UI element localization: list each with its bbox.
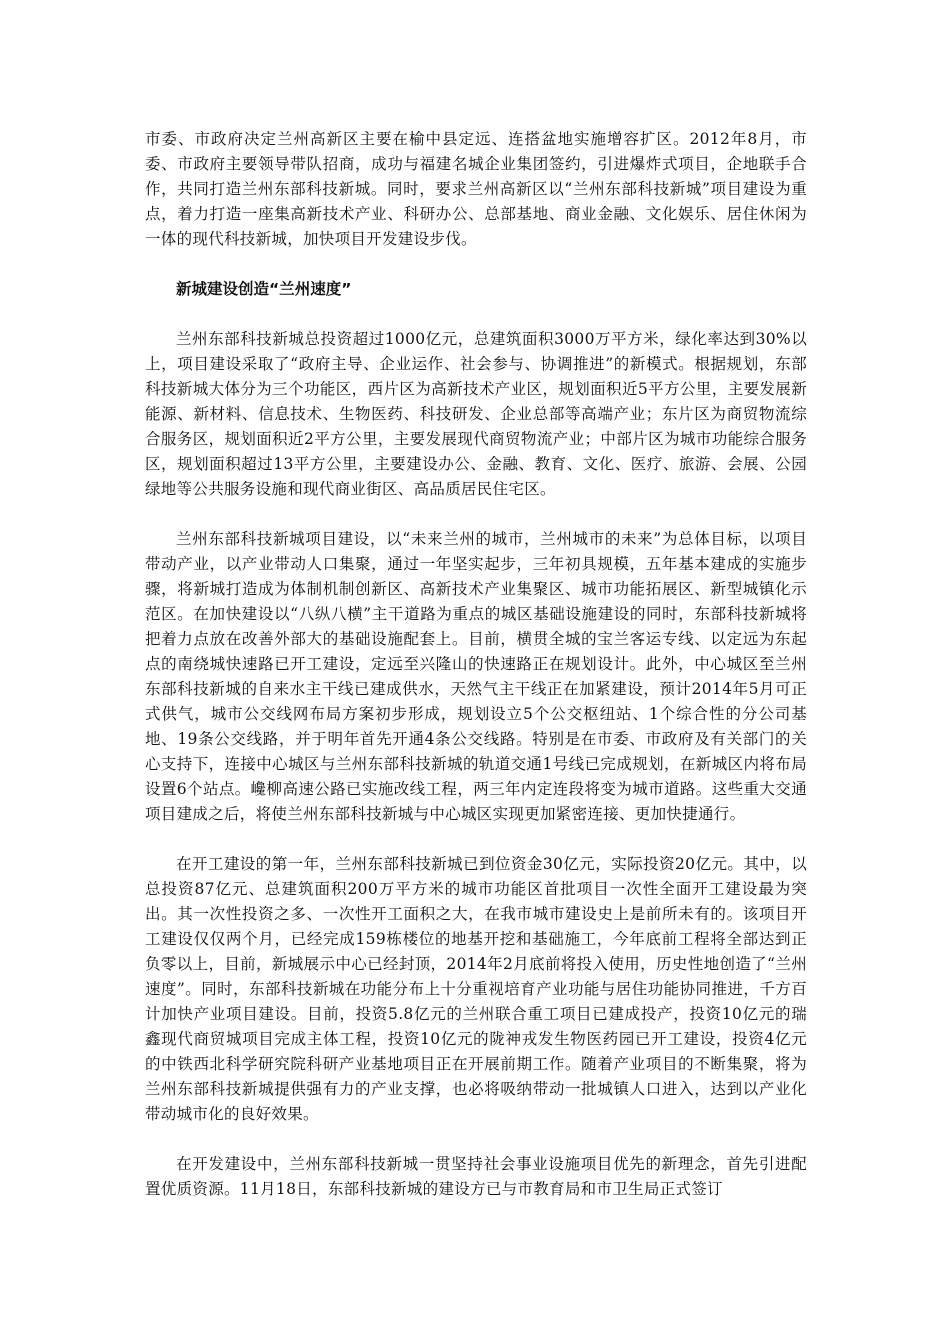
spacer	[145, 502, 807, 527]
spacer	[145, 302, 807, 327]
spacer	[145, 827, 807, 852]
spacer	[145, 1127, 807, 1152]
paragraph-social-facilities: 在开发建设中，兰州东部科技新城一贯坚持社会事业设施项目优先的新理念，首先引进配置优质资源。11月18日，东部科技新城的建设方已与市教育局和市卫生局正式签订	[145, 1155, 807, 1198]
section-heading: 新城建设创造“兰州速度”	[176, 280, 352, 298]
spacer	[145, 252, 807, 277]
paragraph-infrastructure: 兰州东部科技新城项目建设，以“未来兰州的城市，兰州城市的未来”为总体目标，以项目带动产业，以产业带动人口集聚，通过一年坚实起步，三年初具规模，五年基本建成的实施步骤，将新城打造成为体制机制创新区、高新技术产业集聚区、城市功能拓展区、新型城镇化示范区。在加快建设以“八纵八横”主干道路为重点的城区基础设施建设的同时，东部科技新城将把着力点放在改善外部大的基础设施配套上。目前，横贯全城的宝兰客运专线、以定远为东起点的南绕城快速路已开工建设，定远至兴隆山的快速路正在规划设计。此外，中心城区至兰州东部科技新城的自来水主干线已建成供水，天然气主干线正在加紧建设，预计2014年5月可正式供气，城市公交线网布局方案初步形成，规划设立5个公交枢纽站、1个综合性的分公司基地、19条公交线路，并于明年首先开通4条公交线路。特别是在市委、市政府及有关部门的关心支持下，连接中心城区与兰州东部科技新城的轨道交通1号线已完成规划，在新城区内将布局设置6个站点。巉柳高速公路已实施改线工程，两三年内定连段将变为城市道路。这些重大交通项目建成之后，将使兰州东部科技新城与中心城区实现更加紧密连接、更加快捷通行。	[145, 530, 807, 823]
paragraph-investment-overview: 兰州东部科技新城总投资超过1000亿元，总建筑面积3000万平方米，绿化率达到30%以上，项目建设采取了“政府主导、企业运作、社会参与、协调推进”的新模式。根据规划，东部科技新城大体分为三个功能区，西片区为高新技术产业区，规划面积近5平方公里，主要发展新能源、新材料、信息技术、生物医药、科技研发、企业总部等高端产业；东片区为商贸物流综合服务区，规划面积近2平方公里，主要发展现代商贸物流产业；中部片区为城市功能综合服务区，规划面积超过13平方公里，主要建设办公、金融、教育、文化、医疗、旅游、会展、公园绿地等公共服务设施和现代商业街区、高品质居民住宅区。	[145, 330, 807, 498]
paragraph-first-year: 在开工建设的第一年，兰州东部科技新城已到位资金30亿元，实际投资20亿元。其中，以总投资87亿元、总建筑面积200万平方米的城市功能区首批项目一次性全面开工建设最为突出。其一次性投资之多、一次性开工面积之大，在我市城市建设史上是前所未有的。该项目开工建设仅仅两个月，已经完成159栋楼位的地基开挖和基础施工，今年底前工程将全部达到正负零以上，目前，新城展示中心已经封顶，2014年2月底前将投入使用，历史性地创造了“兰州速度”。同时，东部科技新城在功能分布上十分重视培育产业功能与居住功能协同推进，千方百计加快产业项目建设。目前，投资5.8亿元的兰州联合重工项目已建成投产，投资10亿元的瑞鑫现代商贸城项目完成主体工程，投资10亿元的陇神戎发生物医药园已开工建设，投资4亿元的中铁西北科学研究院科研产业基地项目正在开展前期工作。随着产业项目的不断集聚，将为兰州东部科技新城提供强有力的产业支撑，也必将吸纳带动一批城镇人口进入，达到以产业化带动城市化的良好效果。	[145, 855, 807, 1123]
document-page	[145, 127, 807, 1202]
paragraph-intro: 市委、市政府决定兰州高新区主要在榆中县定远、连搭盆地实施增容扩区。2012年8月，市委、市政府主要领导带队招商，成功与福建名城企业集团签约，引进爆炸式项目，企地联手合作，共同打造兰州东部科技新城。同时，要求兰州高新区以“兰州东部科技新城”项目建设为重点，着力打造一座集高新技术产业、科研办公、总部基地、商业金融、文化娱乐、居住休闲为一体的现代科技新城，加快项目开发建设步伐。	[145, 130, 807, 248]
